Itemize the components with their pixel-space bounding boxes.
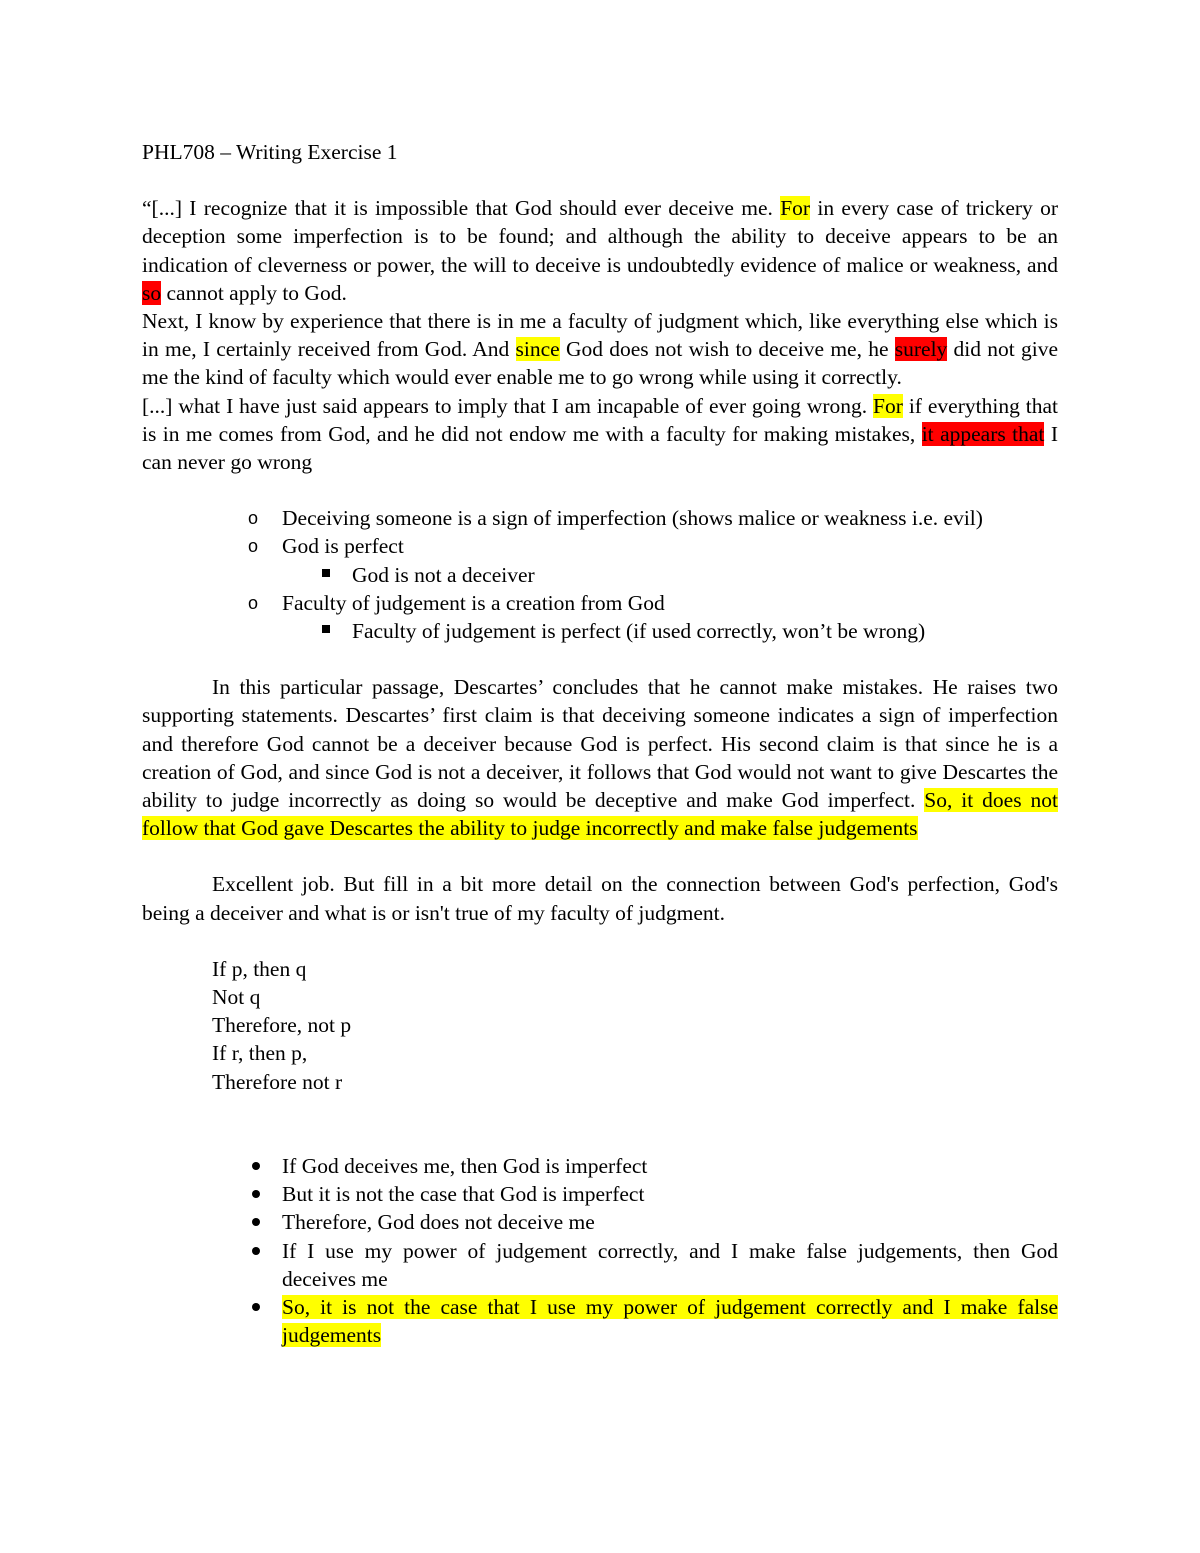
outline-subitem: Faculty of judgement is perfect (if used correctly, won’t be wrong) [142,617,1058,645]
document-page [142,138,1058,1349]
highlight-red: it appears that [921,421,1045,446]
bullet-icon [252,1247,260,1255]
analysis-paragraph [142,673,1058,842]
outline-item: o Deceiving someone is a sign of imperfection (shows malice or weakness i.e. evil) [142,504,1058,532]
argument-item: If I use my power of judgement correctly, and I make false judgements, then God deceives me [142,1237,1058,1293]
document-title: PHL708 – Writing Exercise 1 [142,140,398,164]
quote-text: Next, I know by experience that there is in me a faculty of judgment which, like everything else which is in me, I certainly received from God. And [142,309,1058,362]
circle-bullet-icon: o [248,508,259,529]
logic-form [212,955,1058,1096]
highlight-yellow: since [515,337,560,362]
highlight-yellow: For [780,196,811,221]
square-bullet-icon [322,569,330,577]
quote-paragraph-1 [142,194,1058,307]
highlight-red: surely [894,337,948,362]
square-bullet-icon [322,625,330,633]
logic-line: Therefore, not p [212,1013,352,1038]
argument-list [142,1152,1058,1349]
bullet-icon [252,1190,260,1198]
quote-text: I can never go wrong [142,421,1058,475]
feedback-paragraph: Excellent job. But fill in a bit more detail on the connection between God's perfection, God's being a deceiver and what is or isn't true of my faculty of judgment. [142,872,1058,925]
argument-item [142,1293,1058,1349]
bullet-icon [252,1303,260,1311]
bullet-icon [252,1218,260,1226]
circle-bullet-icon: o [248,536,259,557]
logic-line: Therefore not r [212,1069,343,1094]
argument-item: Therefore, God does not deceive me [142,1208,1058,1236]
logic-line: If p, then q [212,956,307,981]
highlight-yellow: For [873,393,903,418]
quote-paragraph-2 [142,307,1058,392]
quote-text: [...] what I have just said appears to imply that I am incapable of ever going wrong. [142,393,874,418]
quote-paragraph-3 [142,392,1058,477]
outline-subitem: God is not a deceiver [142,561,1058,589]
quote-text: in every case of trickery or deception some imperfection is to be found; and although the ability to deceive appears to be an indication of cleverness or power, the will to deceive is undoubtedly evidence of malice or weakness, and [142,196,1058,277]
quote-text: did not give me the kind of faculty which would ever enable me to go wrong while using it correctly. [142,337,1058,390]
highlight-yellow: So, it does not follow that God gave Descartes the ability to judge incorrectly and make false judgements [142,788,1058,841]
circle-bullet-icon: o [248,592,259,613]
quote-text: God does not wish to deceive me, he [559,337,895,362]
analysis-text: In this particular passage, Descartes’ concludes that he cannot make mistakes. He raises two supporting statements. Descartes’ first claim is that deceiving someone indicates a sign of imperfection and therefore God cannot be a deceiver because God is perfect. His second claim is that since he is a creation of God, and since God is not a deceiver, it follows that God would not want to give Descartes the ability to judge incorrectly as doing so would be deceptive and make God imperfect. [142,675,1058,813]
highlight-red: so [142,280,162,305]
quote-text: if everything that is in me comes from God, and he did not endow me with a faculty for making mistakes, [142,393,1058,446]
logic-line: Not q [212,985,261,1010]
quote-text: “[...] I recognize that it is impossible that God should ever deceive me. [142,196,781,221]
bullet-icon [252,1162,260,1170]
outline-item: o Faculty of judgement is a creation from God [142,589,1058,617]
argument-item: But it is not the case that God is imperfect [142,1180,1058,1208]
highlight-yellow: So, it is not the case that I use my power of judgement correctly and I make false judgements [282,1294,1058,1348]
logic-line: If r, then p, [212,1041,308,1066]
argument-outline [142,504,1058,645]
outline-item: o God is perfect [142,532,1058,560]
quote-text: cannot apply to God. [161,280,347,305]
argument-item: If God deceives me, then God is imperfect [142,1152,1058,1180]
